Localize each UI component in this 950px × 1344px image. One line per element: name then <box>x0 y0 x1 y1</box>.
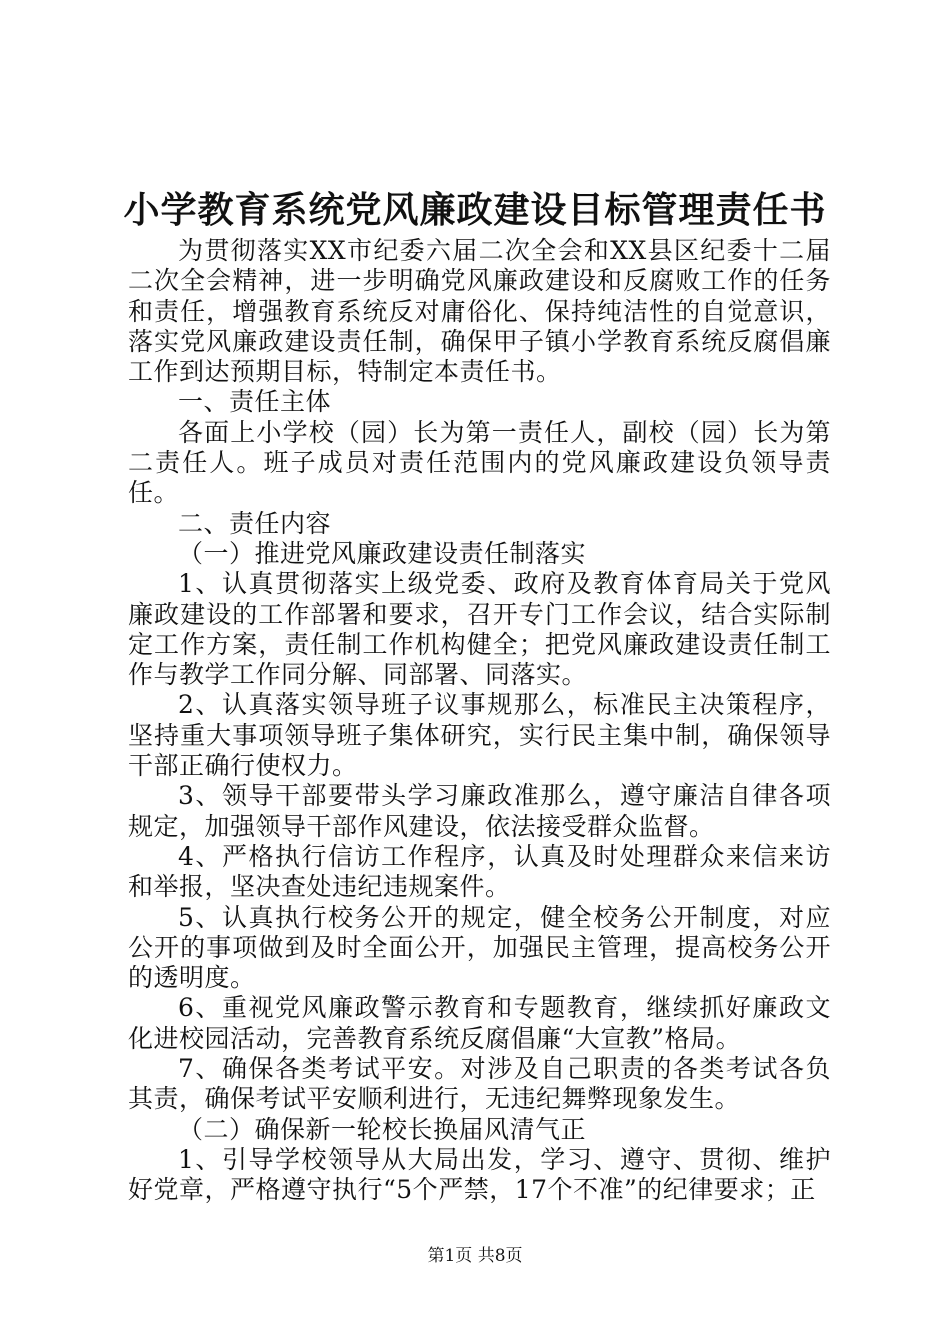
list-item: 7、确保各类考试平安。对涉及自己职责的各类考试各负其责，确保考试平安顺利进行，无违纪舞弊现象发生。 <box>128 1054 831 1114</box>
section-heading-responsible-subject: 一、责任主体 <box>178 387 332 417</box>
list-item: 3、领导干部要带头学习廉政准那么，遵守廉洁自律各项规定，加强领导干部作风建设，依法接受群众监督。 <box>128 781 831 841</box>
paragraph-responsible-subject: 各面上小学校（园）长为第一责任人，副校（园）长为第二责任人。班子成员对责任范围内的党风廉政建设负领导责任。 <box>128 417 831 508</box>
list-item: 4、严格执行信访工作程序，认真及时处理群众来信来访和举报，坚决查处违纪违规案件。 <box>128 841 831 902</box>
document-body <box>128 236 831 1206</box>
list-item: 1、引导学校领导从大局出发，学习、遵守、贯彻、维护好党章，严格遵守执行“5个严禁，17个不准”的纪律要求；正 <box>128 1144 831 1205</box>
list-item: 5、认真执行校务公开的规定，健全校务公开制度，对应公开的事项做到及时全面公开，加强民主管理，提高校务公开的透明度。 <box>128 902 831 993</box>
subsection-heading-1: （一）推进党风廉政建设责任制落实 <box>178 538 587 568</box>
document-title: 小学教育系统党风廉政建设目标管理责任书 <box>123 189 827 231</box>
list-item: 6、重视党风廉政警示教育和专题教育，继续抓好廉政文化进校园活动，完善教育系统反腐倡廉“大宣教”格局。 <box>128 993 831 1053</box>
page-footer: 第1页 共8页 <box>427 1246 523 1266</box>
list-item: 2、认真落实领导班子议事规那么，标准民主决策程序，坚持重大事项领导班子集体研究，实行民主集中制，确保领导干部正确行使权力。 <box>128 690 831 781</box>
paragraph-intro: 为贯彻落实XX市纪委六届二次全会和XX县区纪委十二届二次全会精神，进一步明确党风廉政建设和反腐败工作的任务和责任，增强教育系统反对庸俗化、保持纯洁性的自觉意识，落实党风廉政建设责任制，确保甲子镇小学教育系统反腐倡廉工作到达预期目标，特制定本责任书。 <box>128 236 831 387</box>
subsection-heading-2: （二）确保新一轮校长换届风清气正 <box>178 1114 587 1144</box>
list-item: 1、认真贯彻落实上级党委、政府及教育体育局关于党风廉政建设的工作部署和要求，召开专门工作会议，结合实际制定工作方案，责任制工作机构健全；把党风廉政建设责任制工作与教学工作同分解、同部署、同落实。 <box>128 569 831 690</box>
section-heading-responsibility-content: 二、责任内容 <box>178 508 332 538</box>
